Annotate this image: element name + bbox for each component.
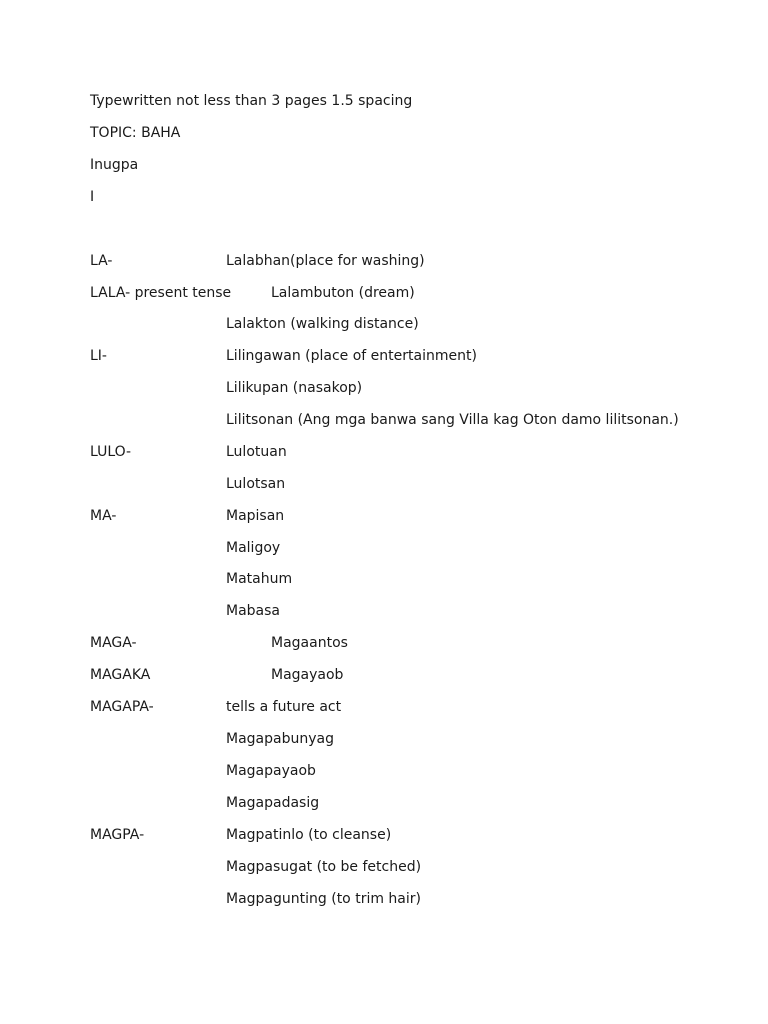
section-heading: Inugpa bbox=[90, 157, 139, 173]
example-word: Magapadasig bbox=[226, 795, 320, 811]
instruction-line: Typewritten not less than 3 pages 1.5 spacing bbox=[90, 93, 413, 109]
example-word: Magpasugat (to be fetched) bbox=[226, 859, 422, 875]
prefix-label: LULO- bbox=[90, 444, 132, 460]
example-word: Mabasa bbox=[226, 603, 280, 619]
prefix-label: MAGPA- bbox=[90, 827, 145, 843]
example-word: Lulotuan bbox=[226, 444, 287, 460]
example-word: Lilingawan (place of entertainment) bbox=[226, 348, 477, 364]
prefix-label: MA- bbox=[90, 508, 117, 524]
example-word: Lulotsan bbox=[226, 476, 286, 492]
example-word: Magpatinlo (to cleanse) bbox=[226, 827, 392, 843]
example-word: Maligoy bbox=[226, 540, 281, 556]
example-word: Magapayaob bbox=[226, 763, 316, 779]
example-word: tells a future act bbox=[226, 699, 342, 715]
prefix-label: LI- bbox=[90, 348, 107, 364]
example-word: Mapisan bbox=[226, 508, 285, 524]
prefix-label: LA- bbox=[90, 253, 113, 269]
example-word: Magayaob bbox=[271, 667, 344, 683]
example-word: Magapabunyag bbox=[226, 731, 334, 747]
roman-numeral: I bbox=[90, 189, 95, 205]
prefix-label: MAGAPA- bbox=[90, 699, 154, 715]
example-word: Lalakton (walking distance) bbox=[226, 316, 419, 332]
prefix-label: MAGA- bbox=[90, 635, 137, 651]
example-word: Lilikupan (nasakop) bbox=[226, 380, 363, 396]
example-word: Matahum bbox=[226, 571, 293, 587]
prefix-label: LALA- present tense bbox=[90, 285, 232, 301]
example-word: Lalambuton (dream) bbox=[271, 285, 415, 301]
example-word: Magpagunting (to trim hair) bbox=[226, 891, 421, 907]
example-word: Lalabhan(place for washing) bbox=[226, 253, 425, 269]
example-word: Magaantos bbox=[271, 635, 348, 651]
example-word: Lilitsonan (Ang mga banwa sang Villa kag Oton damo lilitsonan.) bbox=[226, 412, 679, 428]
topic-line: TOPIC: BAHA bbox=[90, 125, 181, 141]
prefix-label: MAGAKA bbox=[90, 667, 151, 683]
